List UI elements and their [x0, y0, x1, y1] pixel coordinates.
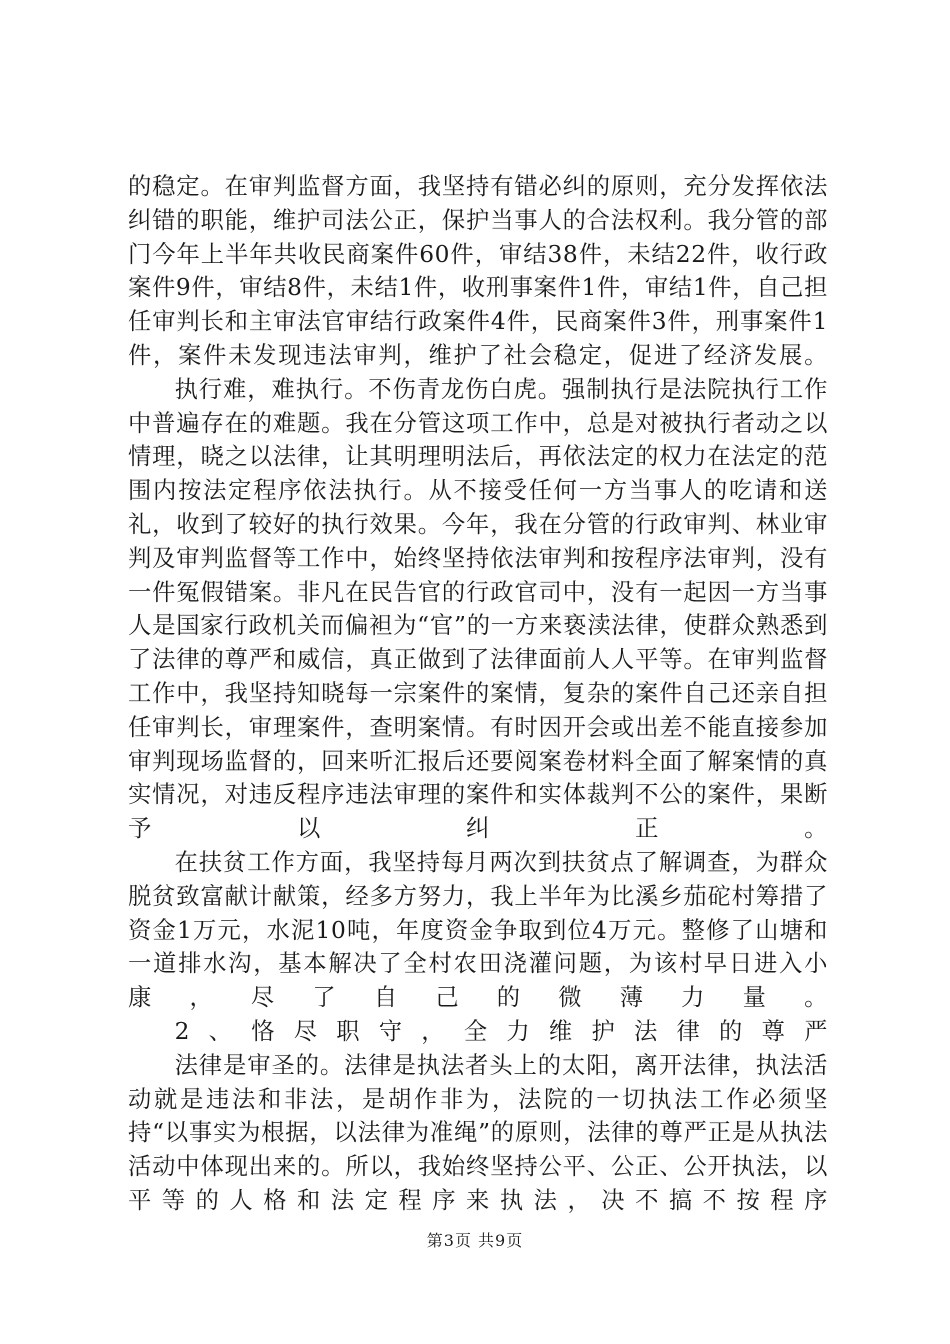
paragraph: 法律是审圣的。法律是执法者头上的太阳，离开法律，执法活动就是违法和非法，是胡作非为，法院的一切执法工作必须坚持“以事实为根据，以法律为准绳”的原则，法律的尊严正是从执法活动中体现出来的。所以，我始终坚持公平、公正、公开执法，以平等的人格和法定程序来执法，决不搞不按程序	[128, 1051, 828, 1214]
paragraph: 在扶贫工作方面，我坚持每月两次到扶贫点了解调查，为群众脱贫致富献计献策，经多方努力，我上半年为比溪乡茄砣村筹措了资金1万元，水泥10吨，年度资金争取到位4万元。整修了山塘和一道排水沟，基本解决了全村农田浇灌问题，为该村早日进入小康，尽了自己的微薄力量。	[128, 848, 828, 1012]
body-text	[128, 170, 828, 1218]
page-footer: 第3页 共9页	[426, 1231, 524, 1250]
paragraph: 的稳定。在审判监督方面，我坚持有错必纠的原则，充分发挥依法纠错的职能，维护司法公正，保护当事人的合法权利。我分管的部门今年上半年共收民商案件60件，审结38件，未结22件，收行政案件9件，审结8件，未结1件，收刑事案件1件，审结1件，自己担任审判长和主审法官审结行政案件4件，民商案件3件，刑事案件1件，案件未发现违法审判，维护了社会稳定，促进了经济发展。	[128, 173, 828, 369]
paragraph: 执行难，难执行。不伤青龙伤白虎。强制执行是法院执行工作中普遍存在的难题。我在分管这项工作中，总是对被执行者动之以情理，晓之以法律，让其明理明法后，再依法定的权力在法定的范围内按法定程序依法执行。从不接受任何一方当事人的吃请和送礼，收到了较好的执行效果。今年，我在分管的行政审判、林业审判及审判监督等工作中，始终坚持依法审判和按程序法审判，没有一件冤假错案。非凡在民告官的行政官司中，没有一起因一方当事人是国家行政机关而偏袒为“官”的一方来亵渎法律，使群众熟悉到了法律的尊严和威信，真正做到了法律面前人人平等。在审判监督工作中，我坚持知晓每一宗案件的案情，复杂的案件自己还亲自担任审判长，审理案件，查明案情。有时因开会或出差不能直接参加审判现场监督的，回来听汇报后还要阅案卷材料全面了解案情的真实情况，对违反程序违法审理的案件和实体裁判不公的案件，果断予以纠正。	[128, 375, 828, 843]
section-heading: 2、恪尽职守，全力维护法律的尊严	[174, 1017, 828, 1045]
